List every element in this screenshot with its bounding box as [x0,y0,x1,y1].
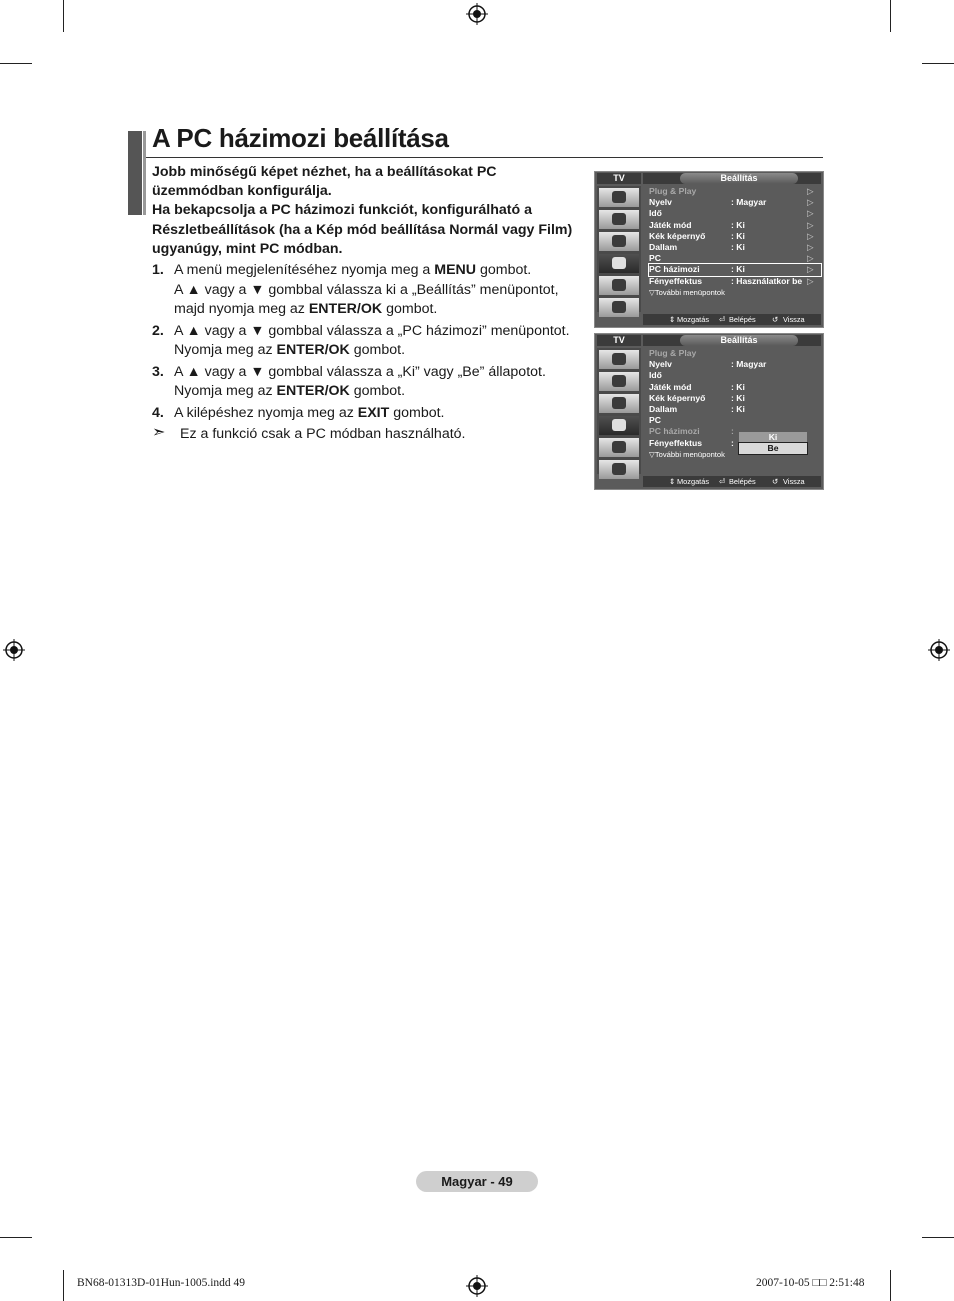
osd-header-title: Beállítás [680,173,798,184]
step-text: A ▲ vagy a ▼ gombbal válassza a „Ki” vagy „Be” állapotot. [174,363,546,380]
osd-tv-label: TV [597,173,641,184]
step-text: Nyomja meg az [174,342,277,358]
osd-row-value: : Magyar [731,197,767,208]
footer-move: Mozgatás [677,477,710,486]
osd-header [643,173,821,184]
registration-mark-icon [466,1275,488,1297]
step-text: gombot. [476,262,532,278]
note-text: Ez a funkció csak a PC módban használható. [180,426,466,442]
print-footer-file: BN68-01313D-01Hun-1005.indd 49 [77,1277,246,1289]
title-accent-bar [128,131,142,215]
move-icon: ⇕ [669,315,676,324]
osd-menu-row[interactable] [649,253,821,264]
osd-row-value: : [731,437,734,448]
step-text: gombot. [389,404,445,421]
osd-row-value: : Ki [731,264,745,275]
osd-menu-pc-home-cinema [594,333,824,490]
osd-menu-row[interactable] [649,208,821,219]
move-icon: ⇕ [669,477,676,486]
note-arrow-icon: ➣ [152,424,166,441]
step-number: 3. [152,363,164,380]
arrow-right-icon: ▷ [807,253,814,264]
footer-move: Mozgatás [677,315,710,324]
step-text: majd nyomja meg az [174,301,309,317]
intro-line: üzemmódban konfigurálja. [152,183,332,200]
page-title: A PC házimozi beállítása [152,123,449,153]
arrow-right-icon: ▷ [807,186,814,196]
step-text: A ▲ vagy a ▼ gombbal válassza ki a „Beállítás” menüpontot, [174,281,559,298]
osd-menu-row[interactable] [649,186,821,197]
footer-enter: Belépés [729,477,756,486]
osd-menu-items [649,186,821,298]
osd-row-value: : Ki [731,241,745,252]
button-key-name: MENU [434,262,477,278]
step-item [152,322,592,361]
arrow-right-icon: ▷ [807,197,814,208]
crop-mark [922,1237,954,1238]
osd-menu-row[interactable] [649,264,821,275]
sound-icon[interactable] [599,372,639,391]
step-line [174,382,592,402]
step-number: 2. [152,322,164,339]
button-key-name: ENTER/OK [308,301,383,317]
osd-menu-row[interactable] [649,220,821,231]
step-text: gombot. [382,301,438,317]
digital-icon[interactable] [599,460,639,479]
arrow-right-icon: ▷ [807,219,814,230]
arrow-right-icon: ▷ [807,275,814,286]
footer-back: Vissza [783,477,805,486]
osd-more-items[interactable]: ▽További menüpontok [649,449,725,459]
step-line [174,261,592,281]
osd-row-label: Dallam [649,403,678,414]
osd-row-label: Kék képernyő [649,230,706,241]
option-ki[interactable]: Ki [739,432,807,443]
osd-menu-row[interactable] [649,404,821,415]
setup-gear-icon[interactable] [599,416,639,435]
osd-menu-row[interactable] [649,348,821,359]
button-key-name: EXIT [357,404,390,421]
osd-row-value: : Ki [731,219,745,230]
osd-row-value: : Ki [731,392,745,403]
osd-row-value: : Ki [731,230,745,241]
button-key-name: ENTER/OK [276,342,350,358]
registration-mark-icon [928,639,950,661]
crop-mark [890,0,891,32]
step-line [174,363,592,383]
registration-mark-icon [3,639,25,661]
step-text: A ▲ vagy a ▼ gombbal válassza a „PC házimozi” menüpontot. [174,322,570,339]
osd-menu-row[interactable] [649,415,821,426]
step-line [174,322,592,342]
osd-row-label: Nyelv [649,197,672,208]
osd-menu-row[interactable] [649,231,821,242]
osd-menu-row[interactable] [649,370,821,381]
osd-row-value: : Magyar [731,359,767,370]
intro-line: Ha bekapcsolja a PC házimozi funkciót, konfigurálható a [152,202,532,219]
osd-row-label: Játék mód [649,381,692,392]
arrow-right-icon: ▷ [807,264,814,275]
osd-row-label: Plug & Play [649,348,697,358]
intro-line: Részletbeállítások (ha a Kép mód beállítása Normál vagy Film) [152,221,573,238]
intro-line: Jobb minőségű képet nézhet, ha a beállításokat PC [152,164,497,180]
return-icon: ↺ [772,315,779,324]
input-icon[interactable] [599,438,639,457]
setup-gear-icon[interactable] [599,254,639,273]
osd-row-label: Nyelv [649,359,672,370]
crop-mark [63,0,64,32]
osd-row-label: PC házimozi [649,264,700,275]
note [152,425,592,445]
step-item [152,404,592,424]
step-item [152,261,592,320]
step-line [174,341,592,361]
footer-back: Vissza [783,315,805,324]
steps-list [152,261,592,445]
crop-mark [0,63,32,64]
osd-footer [643,314,821,325]
picture-icon[interactable] [599,188,639,207]
arrow-right-icon: ▷ [807,241,814,252]
intro-paragraph [152,163,582,259]
arrow-right-icon: ▷ [807,230,814,241]
osd-menu-row[interactable] [649,393,821,404]
picture-icon[interactable] [599,350,639,369]
osd-row-label: Fényeffektus [649,437,703,448]
sound-icon[interactable] [599,210,639,229]
osd-row-value: : [731,426,734,437]
channel-icon[interactable] [599,394,639,413]
option-be[interactable]: Be [739,443,807,454]
footer-enter: Belépés [729,315,756,324]
print-footer-date: 2007-10-05 □□ 2:51:48 [756,1277,865,1289]
osd-icon-column [597,348,641,474]
osd-menu-row[interactable] [649,382,821,393]
osd-row-label: Játék mód [649,219,692,230]
step-item [152,363,592,402]
osd-row-value: : Ki [731,403,745,414]
crop-mark [0,1237,32,1238]
osd-row-label: PC házimozi [649,426,700,437]
step-text: A kilépéshez nyomja meg az [174,404,358,421]
enter-icon: ⏎ [719,315,726,324]
page-number-badge: Magyar - 49 [416,1171,538,1192]
step-number: 1. [152,262,164,278]
crop-mark [922,63,954,64]
osd-menu-row[interactable] [649,242,821,253]
osd-menu-row[interactable] [649,359,821,370]
input-icon[interactable] [599,276,639,295]
step-text: gombot. [349,383,406,399]
osd-row-label: Idő [649,208,662,219]
crop-mark [63,1270,64,1301]
step-line [174,404,592,424]
intro-line: ugyanúgy, mint PC módban. [152,240,343,257]
osd-row-label: Kék képernyő [649,392,706,403]
step-text: Nyomja meg az [174,383,277,399]
return-icon: ↺ [772,477,779,486]
step-line [174,300,592,320]
osd-row-label: PC [649,253,661,264]
title-rule [146,157,823,158]
step-text: A menü megjelenítéséhez nyomja meg a [174,262,435,278]
osd-header-title: Beállítás [680,335,798,346]
crop-mark [890,1270,891,1301]
osd-footer [643,476,821,487]
osd-row-value: : Használatkor be [731,275,803,286]
step-number: 4. [152,404,164,421]
osd-header [643,335,821,346]
arrow-right-icon: ▷ [807,208,814,219]
title-accent-bar [143,131,146,215]
osd-row-label: Plug & Play [649,186,697,196]
osd-menu-setup [594,171,824,328]
enter-icon: ⏎ [719,477,726,486]
button-key-name: ENTER/OK [276,383,350,399]
osd-icon-column [597,186,641,312]
step-text: gombot. [349,342,406,358]
osd-menu-row[interactable] [649,197,821,208]
osd-row-label: Dallam [649,241,678,252]
osd-more-items[interactable]: ▽További menüpontok [649,287,725,297]
osd-tv-label: TV [597,335,641,346]
step-line [174,281,592,301]
osd-row-label: PC [649,415,661,426]
digital-icon[interactable] [599,298,639,317]
osd-row-label: Idő [649,370,662,381]
osd-row-label: Fényeffektus [649,275,703,286]
registration-mark-icon [466,3,488,25]
channel-icon[interactable] [599,232,639,251]
osd-row-value: : Ki [731,381,745,392]
osd-menu-row[interactable] [649,276,821,287]
